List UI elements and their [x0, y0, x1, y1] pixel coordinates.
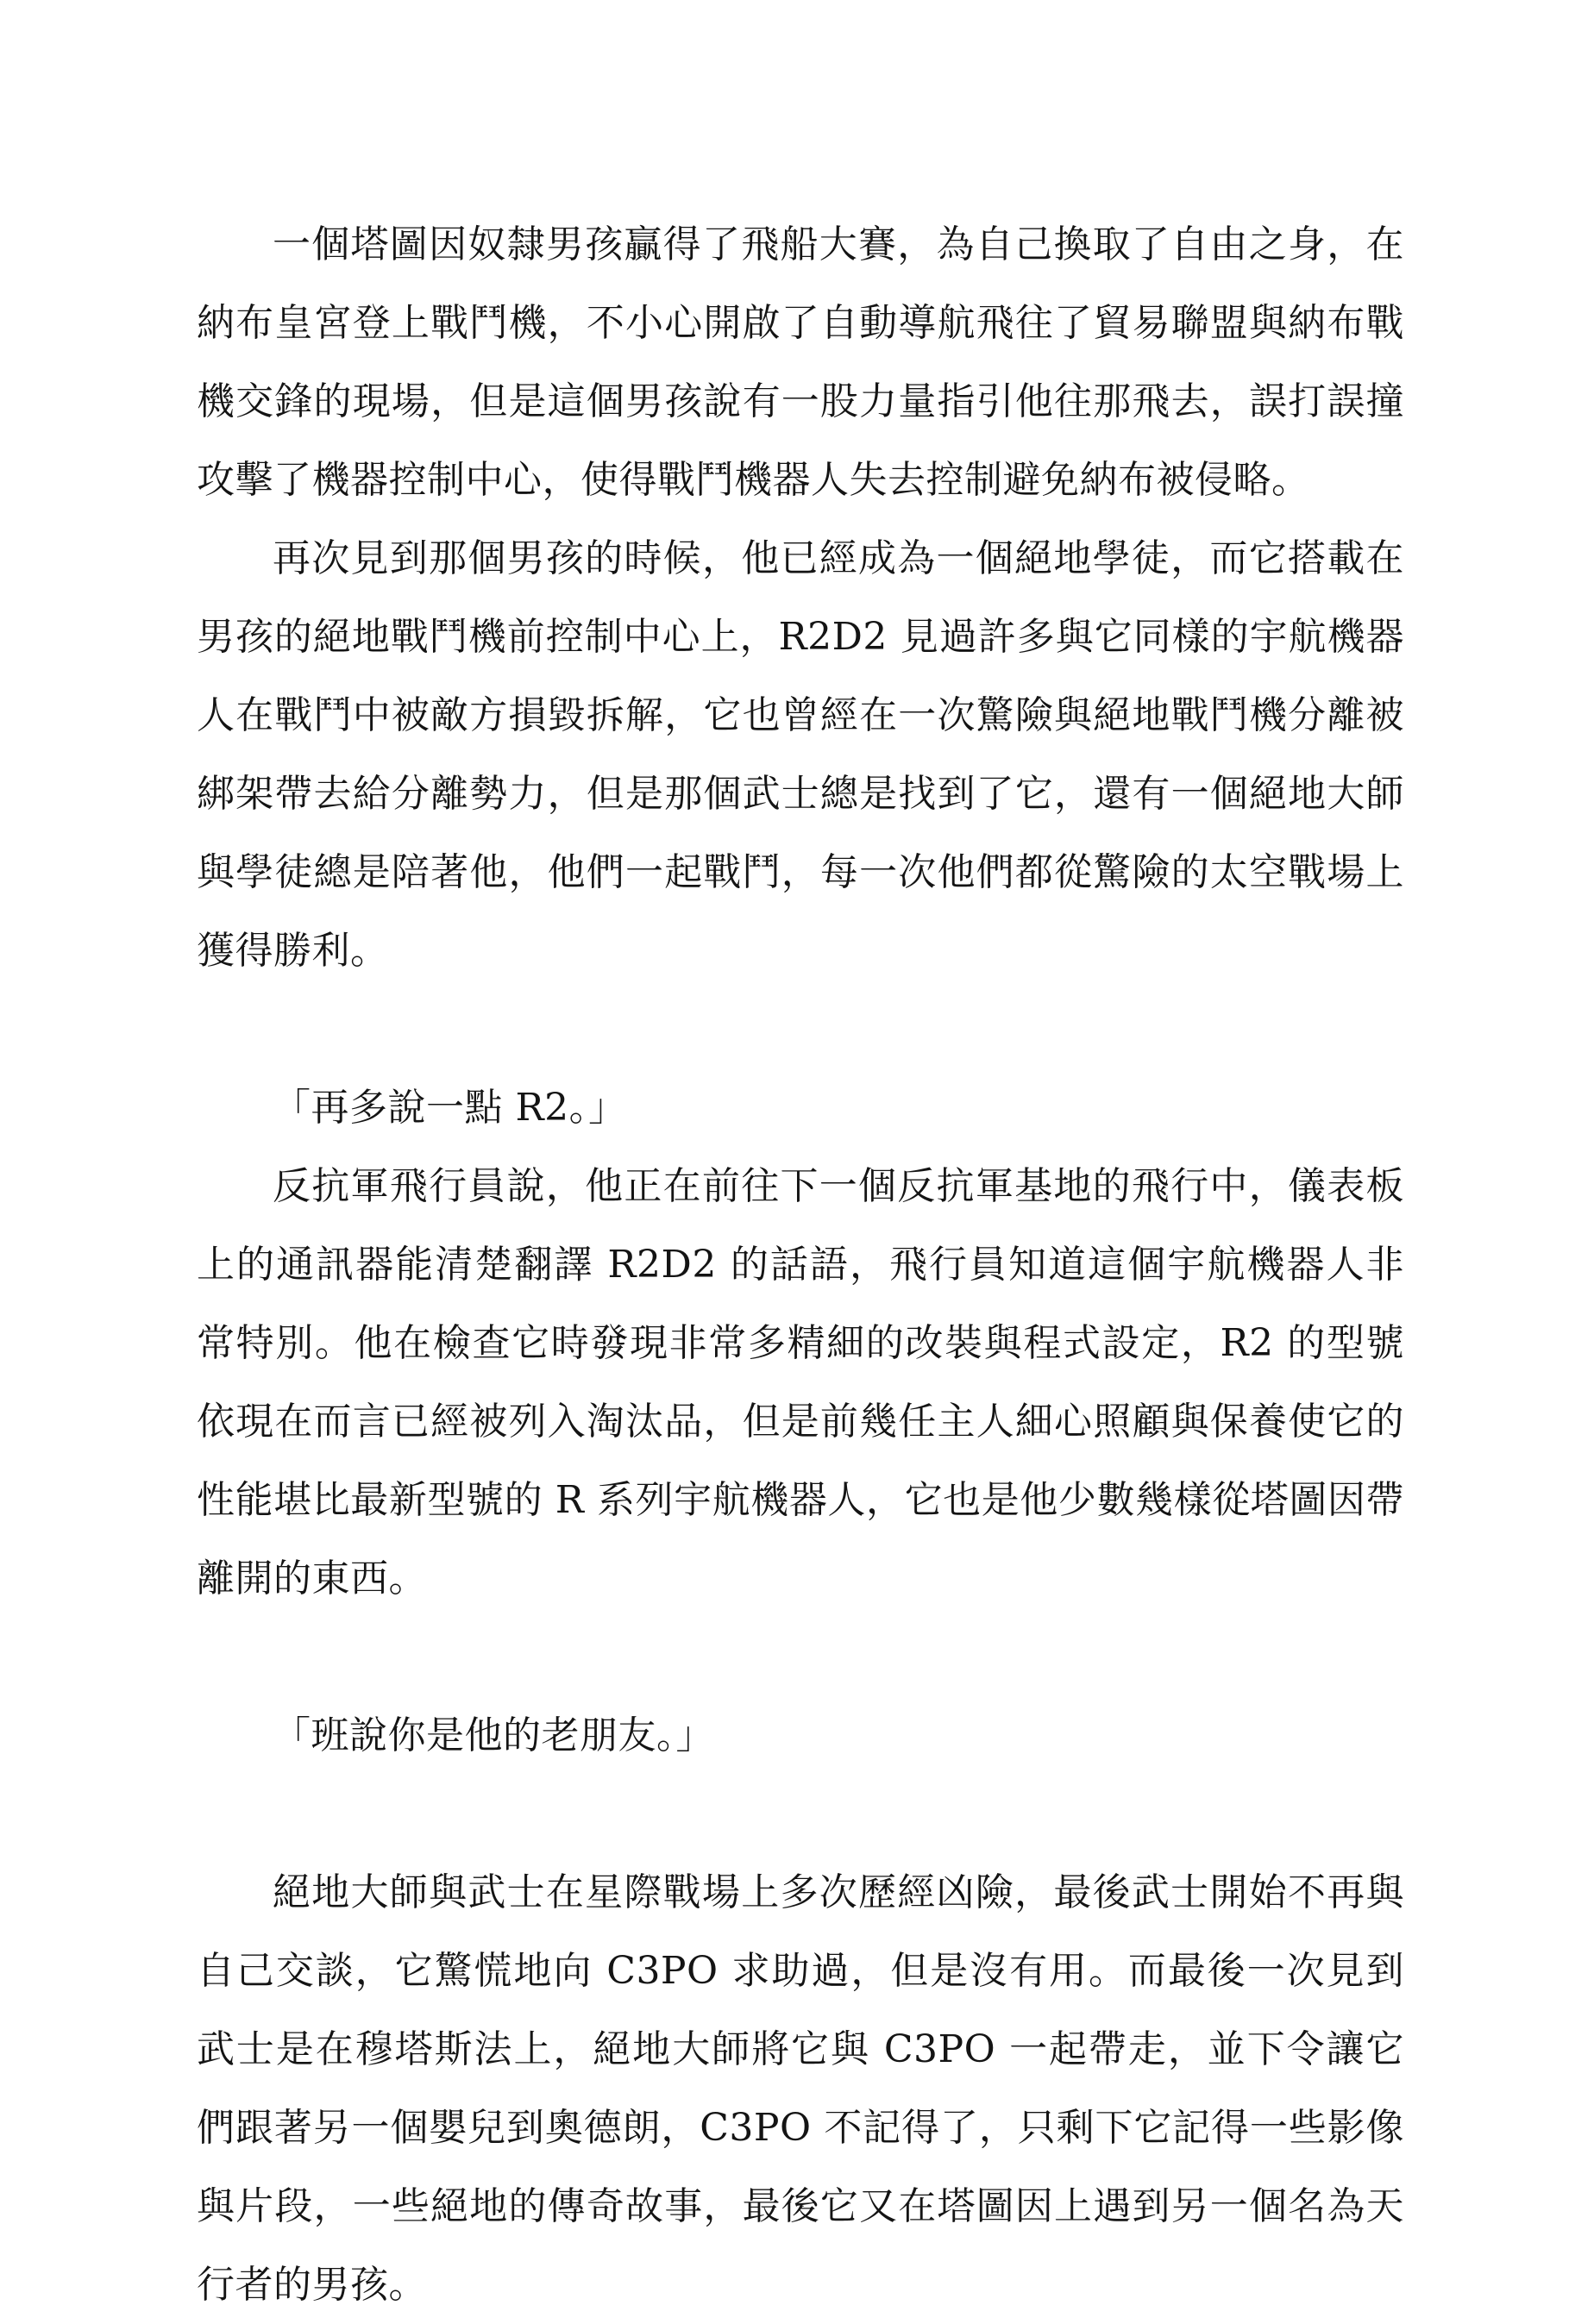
- paragraph-4: 反抗軍飛行員說，他正在前往下一個反抗軍基地的飛行中，儀表板上的通訊器能清楚翻譯 R2D2 的話語，飛行員知道這個宇航機器人非常特別。他在檢查它時發現非常多精細的改裝與程式設定，R2 的型號依現在而言已經被列入淘汰品，但是前幾任主人細心照顧與保養使它的性能堪比最新型號的 R 系列宇航機器人，它也是他少數幾樣從塔圖因帶離開的東西。: [197, 1164, 1404, 1600]
- paragraph-3: 「再多說一點 R2。」: [273, 1086, 627, 1130]
- paragraph-1: 一個塔圖因奴隸男孩贏得了飛船大賽，為自己換取了自由之身，在納布皇宮登上戰鬥機，不小心開啟了自動導航飛往了貿易聯盟與納布戰機交鋒的現場，但是這個男孩說有一股力量指引他往那飛去，誤打誤撞攻擊了機器控制中心，使得戰鬥機器人失去控制避免納布被侵略。: [197, 222, 1404, 502]
- paragraph-6: 絕地大師與武士在星際戰場上多次歷經凶險，最後武士開始不再與自己交談，它驚慌地向 C3PO 求助過，但是沒有用。而最後一次見到武士是在穆塔斯法上，絕地大師將它與 C3PO 一起帶走，並下令讓它們跟著另一個嬰兒到奧德朗，C3PO 不記得了，只剩下它記得一些影像與片段，一些絕地的傳奇故事，最後它又在塔圖因上遇到另一個名為天行者的男孩。: [197, 1870, 1404, 2307]
- paragraph-spacer: [197, 1618, 1404, 1696]
- document-body: [197, 205, 1404, 2324]
- paragraph-spacer: [197, 1775, 1404, 1853]
- paragraph-5: 「班說你是他的老朋友。」: [273, 1713, 714, 1757]
- paragraph-2: 再次見到那個男孩的時候，他已經成為一個絕地學徒，而它搭載在男孩的絕地戰鬥機前控制中心上，R2D2 見過許多與它同樣的宇航機器人在戰鬥中被敵方損毀拆解，它也曾經在一次驚險與絕地戰鬥機分離被綁架帶去給分離勢力，但是那個武士總是找到了它，還有一個絕地大師與學徒總是陪著他，他們一起戰鬥，每一次他們都從驚險的太空戰場上獲得勝利。: [197, 536, 1404, 973]
- paragraph-spacer: [197, 990, 1404, 1068]
